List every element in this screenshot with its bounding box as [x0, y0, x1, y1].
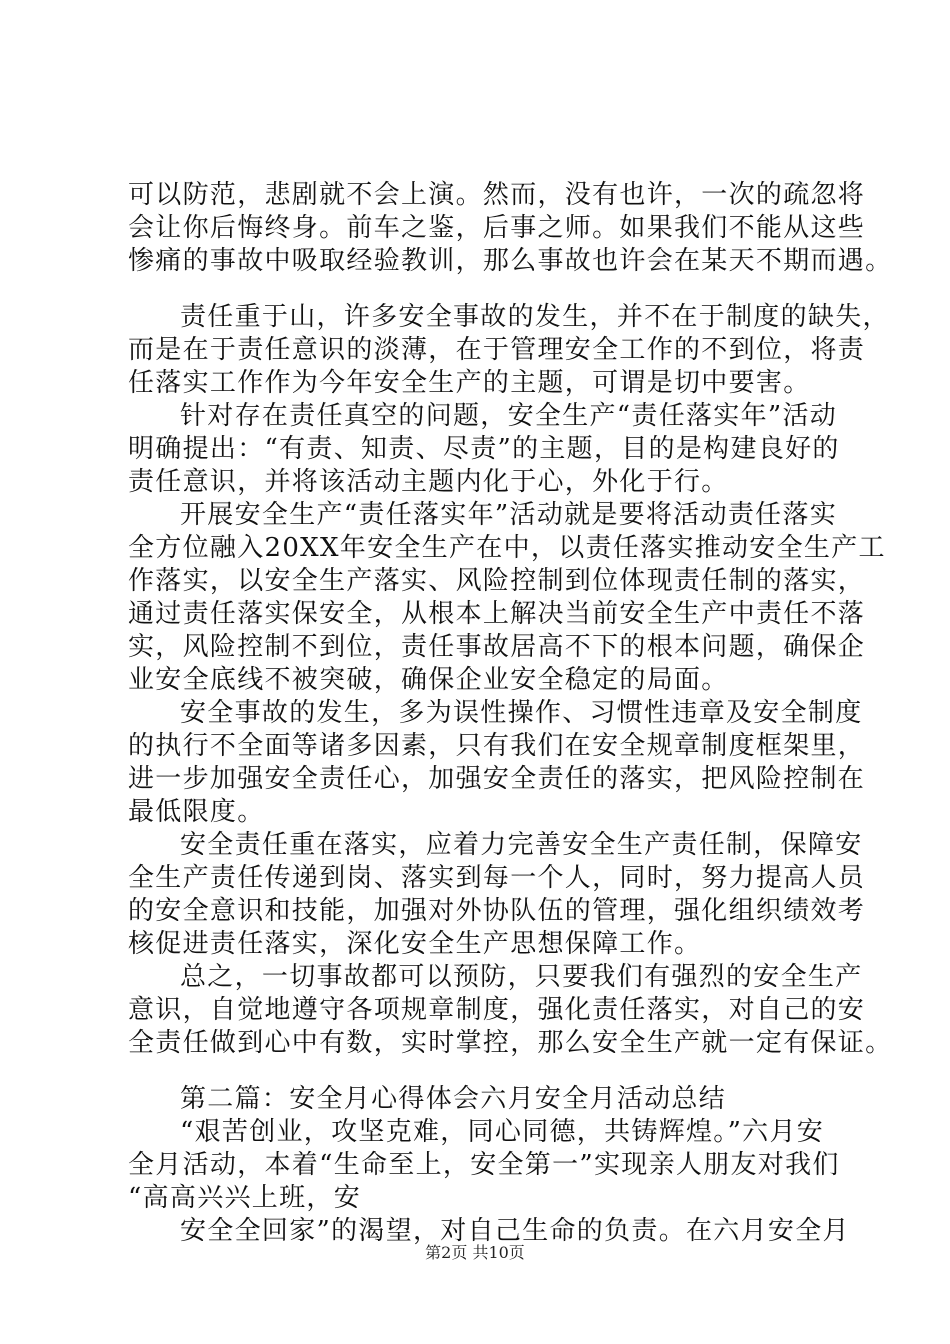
text-line: 通过责任落实保安全，从根本上解决当前安全生产中责任不落	[128, 599, 866, 629]
text-line: 核促进责任落实，深化安全生产思想保障工作。	[128, 929, 702, 959]
text-line: 业安全底线不被突破，确保企业安全稳定的局面。	[128, 665, 729, 695]
text-line: 责任重于山，许多安全事故的发生，并不在于制度的缺失，	[180, 302, 890, 332]
text-line: 责任意识，并将该活动主题内化于心，外化于行。	[128, 467, 729, 497]
page-number-footer: 第2页 共10页	[425, 1243, 525, 1262]
text-line: 全方位融入20XX年安全生产在中，以责任落实推动安全生产工	[128, 533, 886, 563]
text-line: 针对存在责任真空的问题，安全生产“责任落实年”活动	[180, 401, 838, 431]
text-line: 进一步加强安全责任心，加强安全责任的落实，把风险控制在	[128, 764, 866, 794]
text-line: 开展安全生产“责任落实年”活动就是要将活动责任落实	[180, 500, 838, 530]
text-line: 安全责任重在落实，应着力完善安全生产责任制，保障安	[180, 830, 863, 860]
text-line: 而是在于责任意识的淡薄，在于管理安全工作的不到位，将责	[128, 335, 866, 365]
text-line: 可以防范，悲剧就不会上演。然而，没有也许，一次的疏忽将	[128, 180, 866, 210]
text-line: 安全全回家”的渴望，对自己生命的负责。在六月安全月	[180, 1216, 850, 1246]
text-line: 实，风险控制不到位，责任事故居高不下的根本问题，确保企	[128, 632, 866, 662]
section-heading: 第二篇：安全月心得体会六月安全月活动总结	[180, 1084, 727, 1114]
text-line: 全责任做到心中有数，实时掌控，那么安全生产就一定有保证。	[128, 1028, 893, 1058]
text-line: 的安全意识和技能，加强对外协队伍的管理，强化组织绩效考	[128, 896, 866, 926]
text-line: 惨痛的事故中吸取经验教训，那么事故也许会在某天不期而遇。	[128, 246, 893, 276]
text-line: 任落实工作作为今年安全生产的主题，可谓是切中要害。	[128, 368, 811, 398]
text-line: “高高兴兴上班，安	[128, 1183, 361, 1213]
text-line: 全月活动，本着“生命至上，安全第一”实现亲人朋友对我们	[128, 1150, 840, 1180]
text-line: 明确提出：“有责、知责、尽责”的主题，目的是构建良好的	[128, 434, 840, 464]
text-line: 总之，一切事故都可以预防，只要我们有强烈的安全生产	[180, 962, 863, 992]
text-line: 作落实，以安全生产落实、风险控制到位体现责任制的落实，	[128, 566, 866, 596]
text-line: 的执行不全面等诸多因素，只有我们在安全规章制度框架里，	[128, 731, 866, 761]
text-line: “艰苦创业，攻坚克难，同心同德，共铸辉煌。”六月安	[180, 1117, 825, 1147]
text-line: 全生产责任传递到岗、落实到每一个人，同时，努力提高人员	[128, 863, 866, 893]
text-line: 意识，自觉地遵守各项规章制度，强化责任落实，对自己的安	[128, 995, 866, 1025]
text-line: 最低限度。	[128, 797, 265, 827]
text-line: 会让你后悔终身。前车之鉴，后事之师。如果我们不能从这些	[128, 213, 866, 243]
text-line: 安全事故的发生，多为误性操作、习惯性违章及安全制度	[180, 698, 863, 728]
